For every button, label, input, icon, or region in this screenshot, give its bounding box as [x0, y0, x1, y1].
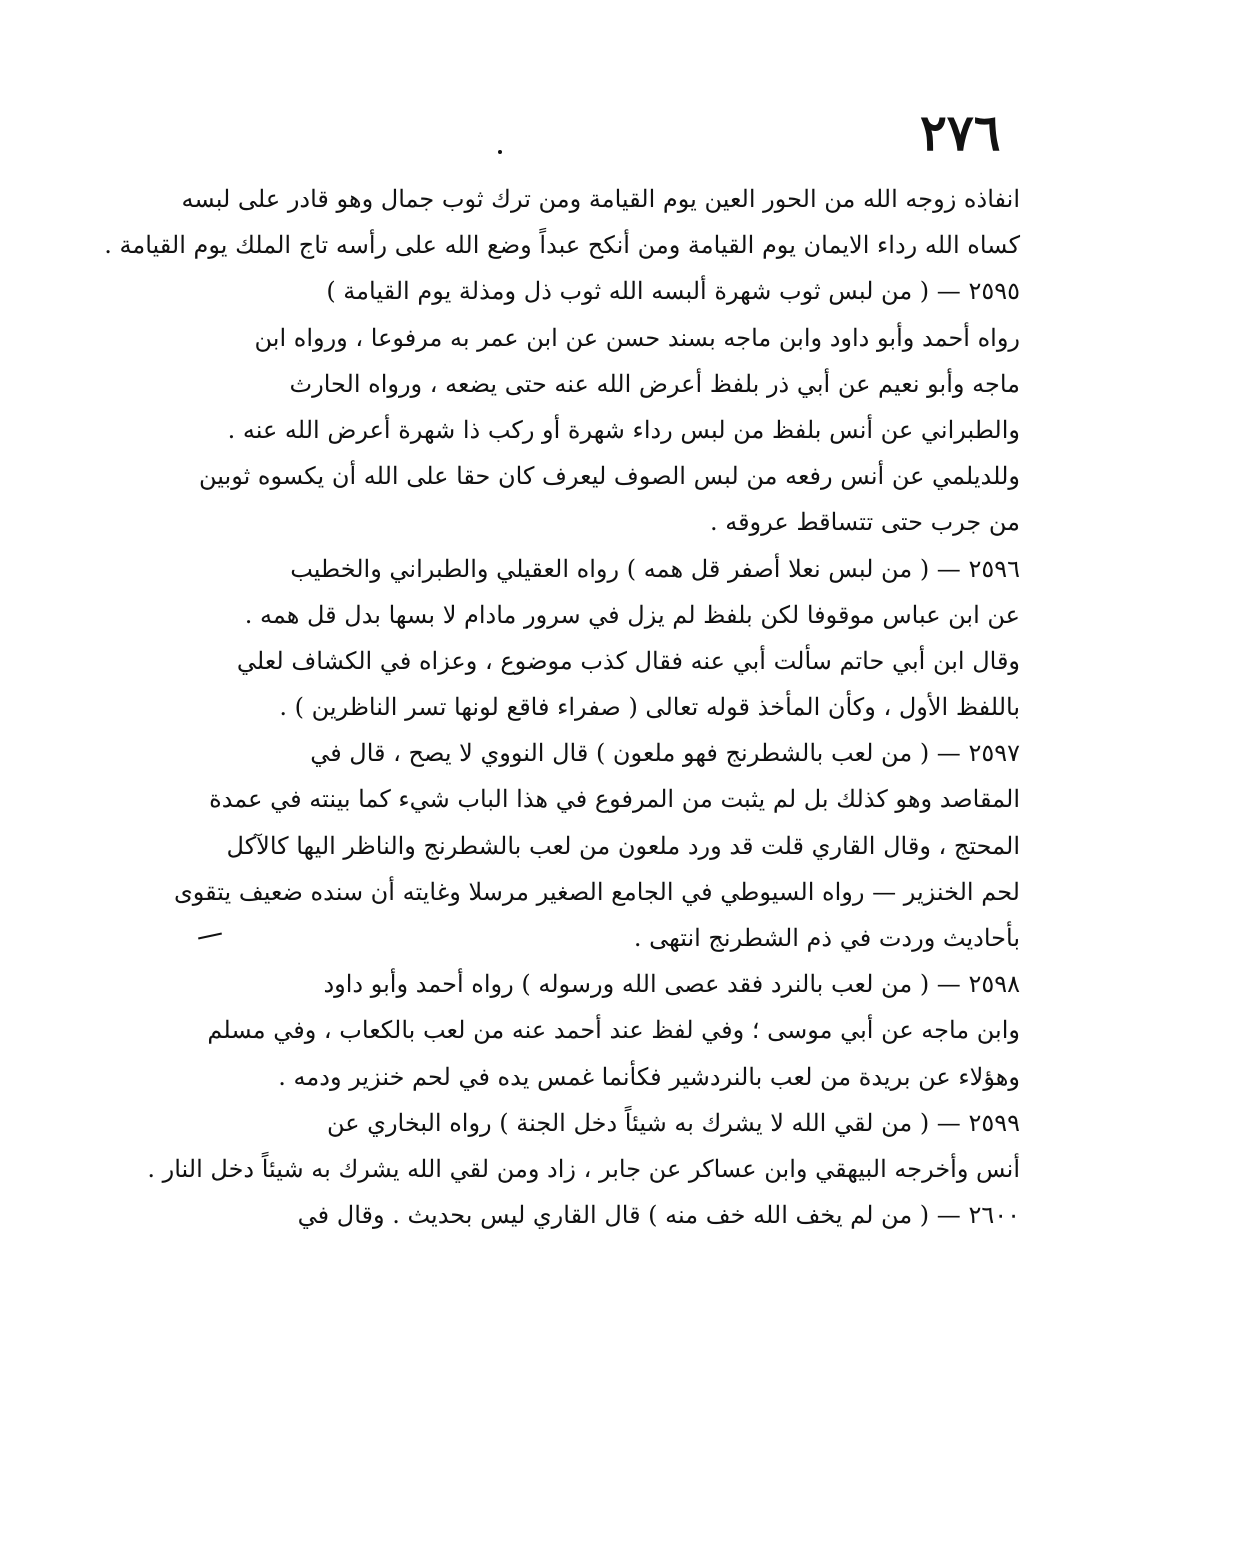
hadith-2598-heading: ٢٥٩٨ — ( من لعب بالنرد فقد عصى الله ورسوله ) رواه أحمد وأبو داود: [323, 970, 1020, 999]
decorative-dot: [498, 150, 502, 154]
hadith-2600-heading: ٢٦٠٠ — ( من لم يخف الله خف منه ) قال القاري ليس بحديث . وقال في: [297, 1201, 1020, 1230]
text-line: المقاصد وهو كذلك بل لم يثبت من المرفوع في هذا الباب شيء كما بينته في عمدة: [209, 785, 1020, 814]
text-line: المحتج ، وقال القاري قلت قد ورد ملعون من لعب بالشطرنج والناظر اليها كالآكل: [226, 831, 1020, 860]
text-line: وابن ماجه عن أبي موسى ؛ وفي لفظ عند أحمد عنه من لعب بالكعاب ، وفي مسلم: [207, 1016, 1020, 1045]
text-line: وهؤلاء عن بريدة من لعب بالنردشير فكأنما غمس يده في لحم خنزير ودمه .: [278, 1062, 1020, 1091]
page-number: ٢٧٦: [920, 103, 1001, 162]
hadith-2599-heading: ٢٥٩٩ — ( من لقي الله لا يشرك به شيئاً دخل الجنة ) رواه البخاري عن: [326, 1108, 1020, 1137]
text-line: وقال ابن أبي حاتم سألت أبي عنه فقال كذب موضوع ، وعزاه في الكشاف لعلي: [236, 646, 1020, 675]
text-line: أنس وأخرجه البيهقي وابن عساكر عن جابر ، زاد ومن لقي الله يشرك به شيئاً دخل النار .: [147, 1154, 1020, 1183]
text-line: عن ابن عباس موقوفا لكن بلفظ لم يزل في سرور مادام لا بسها بدل قل همه .: [244, 600, 1020, 629]
body-text: [104, 176, 1020, 1238]
hadith-2596-heading: ٢٥٩٦ — ( من لبس نعلا أصفر قل همه ) رواه العقيلي والطبراني والخطيب: [290, 554, 1020, 583]
text-line: لحم الخنزير — رواه السيوطي في الجامع الصغير مرسلا وغايته أن سنده ضعيف يتقوى: [173, 877, 1020, 906]
text-line: والطبراني عن أنس بلفظ من لبس رداء شهرة أو ركب ذا شهرة أعرض الله عنه .: [227, 415, 1020, 444]
hadith-2595-heading: ٢٥٩٥ — ( من لبس ثوب شهرة ألبسه الله ثوب ذل ومذلة يوم القيامة ): [326, 277, 1020, 306]
text-line: ماجه وأبو نعيم عن أبي ذر بلفظ أعرض الله عنه حتى يضعه ، ورواه الحارث: [289, 369, 1020, 398]
text-line: وللديلمي عن أنس رفعه من لبس الصوف ليعرف كان حقا على الله أن يكسوه ثوبين: [199, 462, 1020, 491]
hadith-2597-heading: ٢٥٩٧ — ( من لعب بالشطرنج فهو ملعون ) قال النووي لا يصح ، قال في: [310, 739, 1020, 768]
text-line: باللفظ الأول ، وكأن المأخذ قوله تعالى ( صفراء فاقع لونها تسر الناظرين ) .: [279, 693, 1020, 722]
text-line: بأحاديث وردت في ذم الشطرنج انتهى .: [633, 924, 1020, 952]
text-line: رواه أحمد وأبو داود وابن ماجه بسند حسن عن ابن عمر به مرفوعا ، ورواه ابن: [254, 323, 1020, 352]
text-line: كساه الله رداء الايمان يوم القيامة ومن أنكح عبداً وضع الله على رأسه تاج الملك يوم القيامة .: [104, 231, 1020, 260]
text-line: من جرب حتى تتساقط عروقه .: [709, 508, 1020, 537]
text-line: انفاذه زوجه الله من الحور العين يوم القيامة ومن ترك ثوب جمال وهو قادر على لبسه: [181, 185, 1020, 213]
